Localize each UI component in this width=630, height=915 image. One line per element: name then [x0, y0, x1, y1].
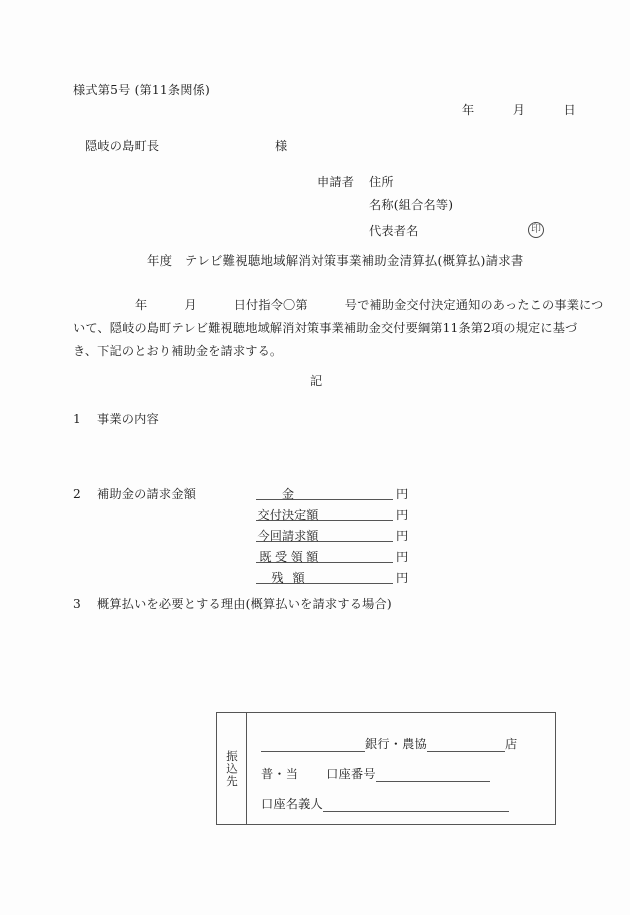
bank-transfer-label: 振込先	[225, 749, 239, 788]
amount-label: 今回請求額	[257, 529, 319, 543]
account-number-label: 口座番号	[326, 767, 376, 781]
applicant-address-label: 住所	[369, 175, 394, 189]
bank-name-input[interactable]	[261, 738, 365, 752]
amount-unit: 円	[396, 550, 409, 564]
applicant-label: 申請者	[317, 175, 355, 189]
seal-stamp-icon: 印	[528, 222, 544, 238]
section-2-label: 補助金の請求金額	[97, 487, 197, 501]
section-3-label: 概算払いを必要とする理由(概算払いを請求する場合)	[97, 597, 392, 611]
amount-list	[256, 483, 416, 588]
amount-label: 金	[281, 487, 295, 501]
bank-suffix-label: 銀行・農協	[365, 737, 427, 751]
section-1-number: 1	[73, 412, 81, 426]
account-holder-row	[261, 795, 509, 812]
account-holder-input[interactable]	[323, 798, 509, 812]
branch-name-input[interactable]	[427, 738, 505, 752]
body-paragraph-line-1: 年 月 日付指令〇第 号で補助金交付決定通知のあったこの事業につ	[135, 298, 604, 312]
ki-marker: 記	[310, 374, 323, 388]
amount-row	[256, 567, 416, 588]
amount-label: 残額	[271, 571, 314, 585]
amount-row	[256, 546, 416, 567]
account-holder-label: 口座名義人	[261, 797, 323, 811]
amount-unit: 円	[396, 487, 409, 501]
section-3-number: 3	[73, 597, 81, 611]
page-title: 年度 テレビ難視聴地域解消対策事業補助金清算払(概算払)請求書	[147, 253, 524, 268]
amount-label: 既受領額	[259, 550, 322, 564]
body-paragraph-line-3: き、下記のとおり補助金を請求する。	[73, 344, 283, 358]
bank-transfer-fields	[247, 713, 555, 824]
addressee-honorific: 様	[275, 139, 288, 153]
form-number: 様式第5号 (第11条関係)	[73, 83, 210, 97]
section-1-label: 事業の内容	[97, 412, 159, 426]
applicant-representative-label: 代表者名	[369, 224, 419, 238]
addressee: 隠岐の島町長	[85, 139, 160, 153]
bank-transfer-box	[216, 712, 556, 825]
amount-unit: 円	[396, 529, 409, 543]
amount-unit: 円	[396, 571, 409, 585]
amount-unit: 円	[396, 508, 409, 522]
body-paragraph-line-2: いて、隠岐の島町テレビ難視聴地域解消対策事業補助金交付要綱第11条第2項の規定に基づ	[73, 321, 578, 335]
account-type-label[interactable]: 普・当	[261, 767, 299, 781]
amount-row	[256, 525, 416, 546]
branch-suffix-label: 店	[504, 737, 518, 751]
bank-transfer-label-cell	[217, 713, 247, 824]
amount-row	[256, 483, 416, 504]
amount-row	[256, 504, 416, 525]
amount-label: 交付決定額	[257, 508, 319, 522]
date-line: 年 月 日	[462, 103, 577, 117]
applicant-name-label: 名称(組合名等)	[369, 198, 454, 212]
account-number-input[interactable]	[376, 768, 490, 782]
bank-name-row	[261, 735, 517, 752]
section-2-number: 2	[73, 487, 81, 501]
account-number-row	[261, 765, 490, 782]
